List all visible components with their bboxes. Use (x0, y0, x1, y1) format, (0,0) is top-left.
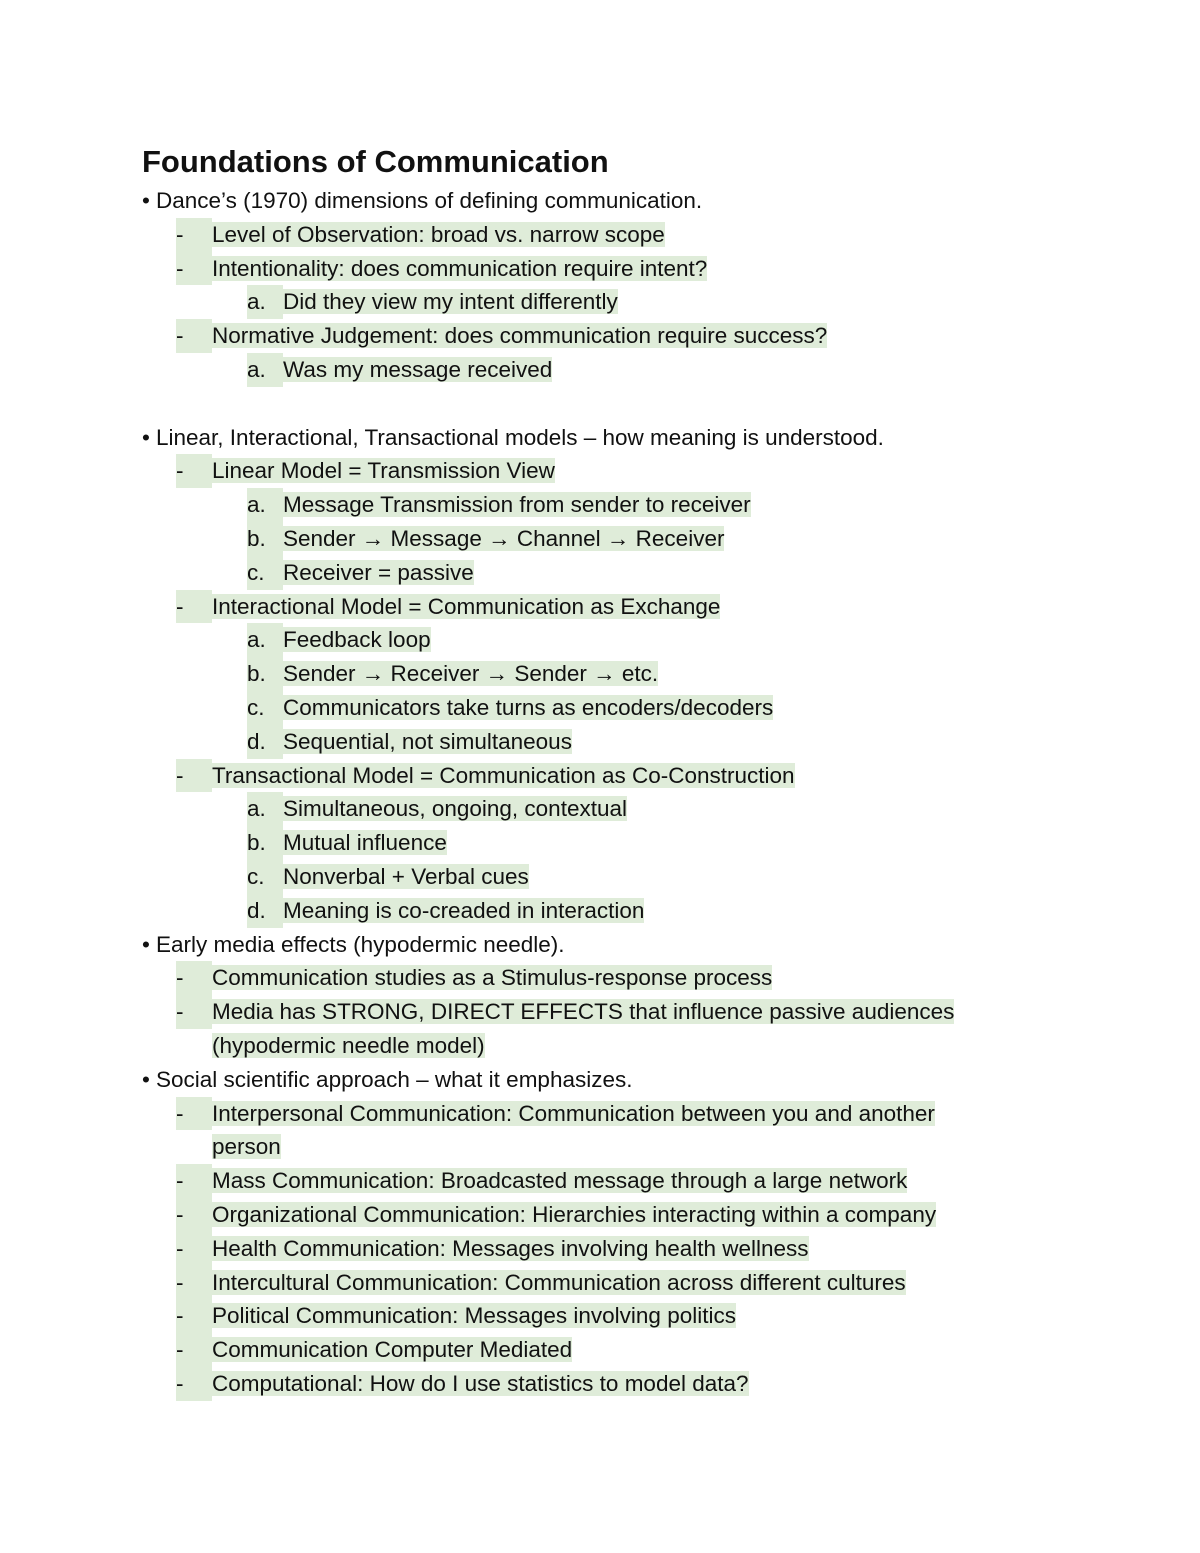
page-title: Foundations of Communication (142, 144, 609, 179)
sub-item-text: Receiver = passive (283, 559, 474, 585)
list-item (142, 995, 1102, 1029)
list-item (142, 590, 1102, 624)
section-heading-text: Social scientific approach – what it emphasizes. (156, 1066, 633, 1092)
dash-marker: - (176, 218, 212, 252)
list-item (142, 1097, 1102, 1131)
sub-item (142, 826, 1102, 860)
list-item-continuation (142, 1130, 1102, 1164)
list-item-text: Intentionality: does communication require intent? (212, 255, 708, 281)
blank-line (142, 387, 1102, 421)
dash-marker: - (176, 1266, 212, 1300)
sub-item-text: Simultaneous, ongoing, contextual (283, 796, 627, 822)
section-heading (142, 1063, 1102, 1097)
dash-marker: - (176, 319, 212, 353)
sub-item-marker: c. (247, 556, 283, 590)
sub-item-marker: b. (247, 522, 283, 556)
list-item (142, 961, 1102, 995)
list-item-text: Interactional Model = Communication as Exchange (212, 593, 721, 619)
sub-item-text: Was my message received (283, 356, 553, 382)
list-item-text: Interpersonal Communication: Communication between you and another (212, 1100, 935, 1126)
sub-item-marker: c. (247, 860, 283, 894)
bullet-marker: • (142, 1066, 150, 1092)
sub-item-text: Communicators take turns as encoders/decoders (283, 694, 774, 720)
bullet-marker: • (142, 188, 150, 213)
sub-item-text: Nonverbal + Verbal cues (283, 863, 529, 889)
sub-item-text: Message Transmission from sender to receiver (283, 492, 751, 518)
list-item (142, 1164, 1102, 1198)
notes-content (142, 184, 1102, 1401)
list-item-text: (hypodermic needle model) (212, 1032, 485, 1058)
dash-marker: - (176, 1097, 212, 1131)
dash-marker: - (176, 1232, 212, 1266)
list-item-text: Organizational Communication: Hierarchies interacting within a company (212, 1201, 937, 1227)
sub-item (142, 522, 1102, 556)
section-heading (142, 928, 1102, 962)
section-heading-text: Dance’s (1970) dimensions of defining communication. (156, 188, 703, 213)
sub-item-marker: a. (247, 285, 283, 319)
bullet-marker: • (142, 424, 150, 450)
sub-item-text: Sequential, not simultaneous (283, 728, 572, 754)
list-item-text: Communication studies as a Stimulus-response process (212, 965, 773, 991)
list-item (142, 252, 1102, 286)
sub-item (142, 657, 1102, 691)
sub-item-marker: a. (247, 353, 283, 387)
list-item-text: Political Communication: Messages involving politics (212, 1303, 736, 1329)
dash-marker: - (176, 1299, 212, 1333)
section-heading-text: Early media effects (hypodermic needle). (156, 931, 565, 957)
sub-item-text: Sender → Message → Channel → Receiver (283, 525, 725, 551)
sub-item-marker: a. (247, 792, 283, 826)
list-item (142, 218, 1102, 252)
dash-marker: - (176, 1367, 212, 1401)
sub-item-marker: b. (247, 826, 283, 860)
sub-item-text: Feedback loop (283, 627, 431, 653)
sub-item (142, 623, 1102, 657)
sub-item (142, 556, 1102, 590)
sub-item-marker: a. (247, 488, 283, 522)
sub-item (142, 860, 1102, 894)
list-item-text: person (212, 1134, 281, 1160)
bullet-marker: • (142, 931, 150, 957)
dash-marker: - (176, 1164, 212, 1198)
sub-item (142, 792, 1102, 826)
sub-item-text: Mutual influence (283, 830, 447, 856)
list-item-text: Normative Judgement: does communication require success? (212, 323, 828, 349)
dash-marker: - (176, 252, 212, 286)
dash-marker: - (176, 961, 212, 995)
dash-marker: - (176, 454, 212, 488)
list-item-text: Level of Observation: broad vs. narrow scope (212, 221, 665, 247)
list-item (142, 319, 1102, 353)
sub-item (142, 285, 1102, 319)
sub-item-marker: d. (247, 725, 283, 759)
list-item-text: Linear Model = Transmission View (212, 458, 555, 484)
list-item (142, 1299, 1102, 1333)
list-item-text: Mass Communication: Broadcasted message through a large network (212, 1168, 908, 1194)
sub-item-marker: d. (247, 894, 283, 928)
sub-item (142, 353, 1102, 387)
sub-item-marker: c. (247, 691, 283, 725)
list-item-text: Communication Computer Mediated (212, 1337, 573, 1363)
list-item-text: Media has STRONG, DIRECT EFFECTS that influence passive audiences (212, 999, 955, 1025)
sub-item (142, 894, 1102, 928)
sub-item (142, 488, 1102, 522)
list-item (142, 759, 1102, 793)
dash-marker: - (176, 1333, 212, 1367)
section-heading-text: Linear, Interactional, Transactional models – how meaning is understood. (156, 424, 884, 450)
list-item (142, 1198, 1102, 1232)
list-item (142, 454, 1102, 488)
list-item-text: Health Communication: Messages involving health wellness (212, 1235, 809, 1261)
list-item-continuation (142, 1029, 1102, 1063)
dash-marker: - (176, 590, 212, 624)
sub-item-marker: a. (247, 623, 283, 657)
dash-marker: - (176, 759, 212, 793)
list-item (142, 1232, 1102, 1266)
sub-item (142, 691, 1102, 725)
dash-marker: - (176, 995, 212, 1029)
list-item (142, 1266, 1102, 1300)
dash-marker: - (176, 1198, 212, 1232)
document-page (142, 140, 1102, 1401)
list-item-text: Computational: How do I use statistics to model data? (212, 1370, 749, 1396)
section-heading (142, 184, 1102, 218)
list-item-text: Transactional Model = Communication as Co-Construction (212, 762, 795, 788)
sub-item-text: Sender → Receiver → Sender → etc. (283, 661, 659, 687)
list-item (142, 1367, 1102, 1401)
sub-item (142, 725, 1102, 759)
list-item-text: Intercultural Communication: Communication across different cultures (212, 1269, 906, 1295)
sub-item-marker: b. (247, 657, 283, 691)
list-item (142, 1333, 1102, 1367)
sub-item-text: Meaning is co-creaded in interaction (283, 897, 645, 923)
section-heading (142, 421, 1102, 455)
sub-item-text: Did they view my intent differently (283, 289, 618, 315)
